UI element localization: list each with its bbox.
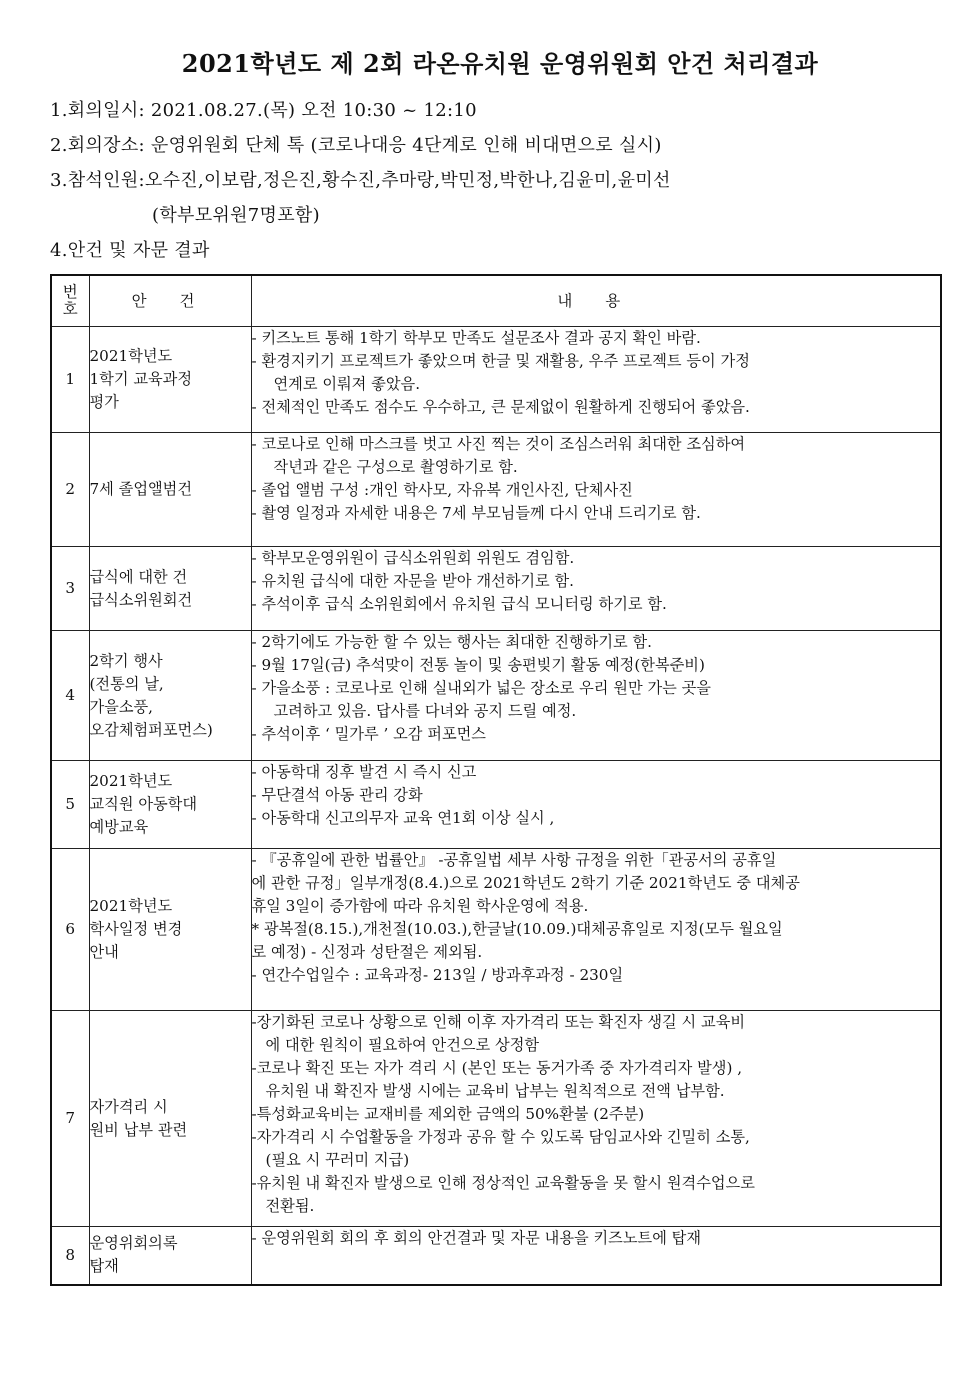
- agenda-item-line: 운영위회의록: [89, 1234, 178, 1253]
- agenda-item: [89, 1227, 251, 1285]
- content-line: - 졸업 앨범 구성 :개인 학사모, 자유복 개인사진, 단체사진: [251, 481, 633, 499]
- content-line: 고려하고 있음. 답사를 다녀와 공지 드릴 예정.: [273, 702, 577, 720]
- table-row: [51, 849, 941, 1011]
- row-number: 8: [51, 1227, 89, 1285]
- meeting-attendees: 3.참석인원:오수진,이보람,정은진,황수진,추마랑,박민정,박한나,김윤미,윤미선: [50, 170, 671, 191]
- content-line: - 『공휴일에 관한 법률안』 -공휴일법 세부 사항 규정을 위한「관공서의 공휴일: [251, 851, 777, 869]
- content-line: - 9월 17일(금) 추석맞이 전통 놀이 및 송편빚기 활동 예정(한복준비): [251, 656, 705, 674]
- row-number: 6: [51, 849, 89, 1011]
- agenda-content: [251, 327, 941, 433]
- agenda-item-line: 학사일정 변경: [89, 920, 183, 938]
- agenda-item-line: 안내: [89, 943, 119, 961]
- agenda-item-line: 2021학년도: [89, 772, 173, 790]
- header-content: 내 용: [251, 275, 941, 327]
- content-line: - 환경지키기 프로젝트가 좋았으며 한글 및 재활용, 우주 프로젝트 등이 가정: [251, 352, 750, 370]
- agenda-content: [251, 433, 941, 547]
- agenda-item: [89, 1011, 251, 1227]
- row-number: 2: [51, 433, 89, 547]
- table-row: [51, 327, 941, 433]
- agenda-item-line: 2학기 행사: [89, 651, 163, 670]
- agenda-item-line: 자가격리 시: [89, 1097, 168, 1116]
- agenda-content: [251, 1227, 941, 1285]
- agenda-item-line: 2021학년도: [89, 897, 173, 915]
- row-number: 5: [51, 761, 89, 849]
- agenda-item-line: 교직원 아동학대: [89, 795, 198, 813]
- content-line: - 추석이후 급식 소위원회에서 유치원 급식 모니터링 하기로 함.: [251, 595, 667, 613]
- table-row: [51, 761, 941, 849]
- agenda-item: [89, 547, 251, 631]
- document-title: 2021학년도 제 2회 라온유치원 운영위원회 안건 처리결과: [181, 49, 819, 78]
- agenda-content: [251, 1011, 941, 1227]
- content-line: - 촬영 일정과 자세한 내용은 7세 부모님들께 다시 안내 드리기로 함.: [251, 504, 701, 522]
- content-line: - 아동학대 징후 발견 시 즉시 신고: [251, 763, 477, 781]
- agenda-item-line: 오감체험퍼포먼스): [89, 720, 213, 739]
- content-line: 연계로 이뤄져 좋았음.: [273, 375, 421, 393]
- content-line: - 운영위원회 회의 후 회의 안건결과 및 자문 내용을 키즈노트에 탑재: [251, 1229, 702, 1247]
- content-line: -유치원 내 확진자 발생으로 인해 정상적인 교육활동을 못 할시 원격수업으로: [251, 1174, 755, 1192]
- agenda-item-line: 가을소풍,: [89, 697, 154, 716]
- meeting-date: 1.회의일시: 2021.08.27.(목) 오전 10:30 ~ 12:10: [50, 100, 477, 121]
- agenda-table: [50, 274, 942, 1286]
- agenda-item-line: 1학기 교육과정: [89, 370, 193, 388]
- row-number: 1: [51, 327, 89, 433]
- agenda-content: [251, 761, 941, 849]
- agenda-item-line: 평가: [89, 393, 119, 411]
- agenda-item-line: 탑재: [89, 1257, 119, 1276]
- content-line: 전환됨.: [265, 1197, 315, 1215]
- agenda-item: [89, 631, 251, 761]
- table-row: [51, 547, 941, 631]
- content-line: 에 관한 규정」일부개정(8.4.)으로 2021학년도 2학기 기준 2021학년도 중 대체공: [251, 874, 800, 892]
- content-line: 에 대한 원칙이 필요하여 안건으로 상정함: [265, 1036, 540, 1054]
- content-line: - 2학기에도 가능한 할 수 있는 행사는 최대한 진행하기로 함.: [251, 633, 653, 651]
- content-line: -자가격리 시 수업활동을 가정과 공유 할 수 있도록 담임교사와 긴밀히 소통,: [251, 1128, 750, 1146]
- agenda-item: [89, 433, 251, 547]
- content-line: - 키즈노트 통해 1학기 학부모 만족도 설문조사 결과 공지 확인 바람.: [251, 329, 701, 347]
- agenda-content: [251, 849, 941, 1011]
- agenda-item-line: (전통의 날,: [89, 674, 164, 693]
- row-number: 3: [51, 547, 89, 631]
- table-row: [51, 1011, 941, 1227]
- content-line: - 무단결석 아동 관리 강화: [251, 786, 423, 804]
- header-no-label: 번 호: [62, 283, 78, 318]
- table-row: [51, 1227, 941, 1285]
- table-header-row: [51, 275, 941, 327]
- agenda-item-line: 급식소위원회건: [89, 590, 193, 609]
- agenda-item-line: 예방교육: [89, 818, 149, 836]
- content-line: - 가을소풍 : 코로나로 인해 실내외가 넓은 장소로 우리 원만 가는 곳을: [251, 679, 711, 697]
- content-line: 로 예정) - 신정과 성탄절은 제외됨.: [251, 943, 483, 961]
- content-line: (필요 시 꾸러미 지급): [265, 1151, 410, 1169]
- agenda-item: [89, 327, 251, 433]
- content-line: * 광복절(8.15.),개천절(10.03.),한글날(10.09.)대체공휴일로 지정(모두 월요일: [251, 920, 783, 938]
- agenda-content: [251, 547, 941, 631]
- section-heading: 4.안건 및 자문 결과: [50, 240, 210, 261]
- table-row: [51, 631, 941, 761]
- agenda-item: [89, 849, 251, 1011]
- content-line: -특성화교육비는 교재비를 제외한 금액의 50%환불 (2주분): [251, 1105, 645, 1123]
- agenda-item-line: 급식에 대한 건: [89, 567, 188, 586]
- content-line: -코로나 확진 또는 자가 격리 시 (본인 또는 동거가족 중 자가격리자 발생) ,: [251, 1059, 743, 1077]
- row-number: 4: [51, 631, 89, 761]
- row-number: 7: [51, 1011, 89, 1227]
- content-line: 작년과 같은 구성으로 촬영하기로 함.: [273, 458, 518, 476]
- agenda-item: [89, 761, 251, 849]
- agenda-item-line: 원비 납부 관련: [89, 1120, 188, 1139]
- content-line: - 연간수업일수 : 교육과정- 213일 / 방과후과정 - 230일: [251, 966, 624, 984]
- meeting-place: 2.회의장소: 운영위원회 단체 톡 (코로나대응 4단계로 인해 비대면으로 실시): [50, 135, 662, 156]
- content-line: - 학부모운영위원이 급식소위원회 위원도 겸임함.: [251, 549, 575, 567]
- content-line: -장기화된 코로나 상황으로 인해 이후 자가격리 또는 확진자 생길 시 교육비: [251, 1013, 746, 1031]
- agenda-item-line: 2021학년도: [89, 347, 173, 365]
- agenda-content: [251, 631, 941, 761]
- content-line: - 유치원 급식에 대한 자문을 받아 개선하기로 함.: [251, 572, 575, 590]
- content-line: - 전체적인 만족도 점수도 우수하고, 큰 문제없이 원활하게 진행되어 좋았음.: [251, 398, 750, 416]
- agenda-item-line: 7세 졸업앨범건: [89, 480, 193, 498]
- content-line: - 아동학대 신고의무자 교육 연1회 이상 실시 ,: [251, 809, 555, 827]
- table-row: [51, 433, 941, 547]
- content-line: 유치원 내 확진자 발생 시에는 교육비 납부는 원칙적으로 전액 납부함.: [265, 1082, 725, 1100]
- attendees-note: (학부모위원7명포함): [152, 205, 320, 226]
- content-line: 휴일 3일이 증가함에 따라 유치원 학사운영에 적용.: [251, 897, 589, 915]
- header-agenda: 안 건: [89, 275, 251, 327]
- content-line: - 추석이후 ‘ 밀가루 ’ 오감 퍼포먼스: [251, 725, 486, 743]
- header-no: [51, 275, 89, 327]
- content-line: - 코로나로 인해 마스크를 벗고 사진 찍는 것이 조심스러워 최대한 조심하여: [251, 435, 746, 453]
